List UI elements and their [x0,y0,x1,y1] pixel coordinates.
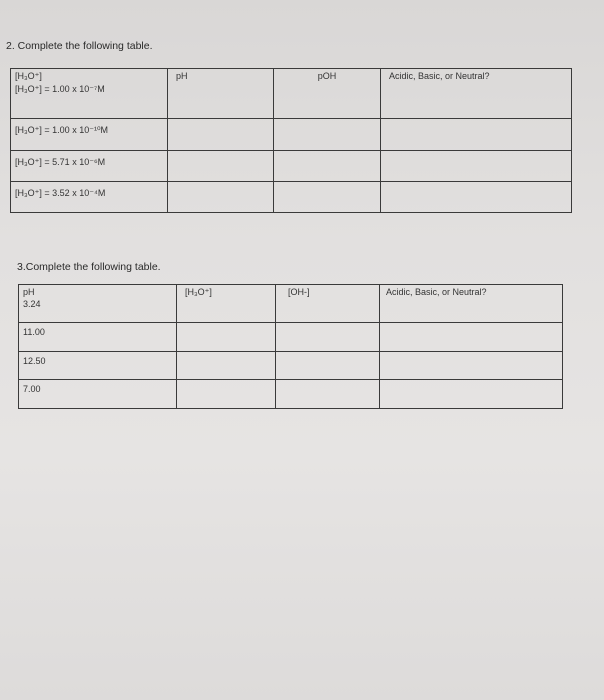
q2-row-2-ph-cell[interactable] [168,119,274,151]
q3-row-3-abn-cell[interactable] [380,352,563,380]
q2-row-4-h3o-cell[interactable] [11,182,168,213]
q3-row-4-oh-cell[interactable] [276,380,380,409]
q2-row-2-h3o-cell[interactable] [11,119,168,151]
q3-header-ph-cell[interactable] [19,285,177,323]
q3-row-2-oh-cell[interactable] [276,323,380,352]
q3-row-3-h3o-cell[interactable] [177,352,276,380]
q2-header-h3o: [H₃O⁺] [15,71,42,81]
q3-row-3-ph-cell[interactable] [19,352,177,380]
table-row [19,285,563,323]
q2-row-2-abn-cell[interactable] [381,119,572,151]
q3-header-oh-cell[interactable] [276,285,380,323]
table-row [11,119,572,151]
q3-row-2-value: 11.00 [23,327,45,337]
question-2-title: 2. Complete the following table. [6,40,153,52]
q2-header-ph: pH [176,71,188,81]
q3-row-2-h3o-cell[interactable] [177,323,276,352]
q2-row-1-value: [H₃O⁺] = 1.00 x 10⁻⁷M [15,84,105,94]
q3-row-3-oh-cell[interactable] [276,352,380,380]
q2-header-poh-cell[interactable] [274,69,381,119]
q2-header-abn-cell[interactable] [381,69,572,119]
q3-row-1-value: 3.24 [23,299,41,309]
q3-row-4-ph-cell[interactable] [19,380,177,409]
q2-row-3-poh-cell[interactable] [274,151,381,182]
q2-row-2-value: [H₃O⁺] = 1.00 x 10⁻¹⁰M [15,125,109,135]
q3-header-ph: pH [23,287,35,297]
q3-row-2-abn-cell[interactable] [380,323,563,352]
table-row [19,352,563,380]
table-row [19,323,563,352]
question-3-table [18,284,563,409]
q3-row-4-value: 7.00 [23,384,41,394]
table-row [11,151,572,182]
q2-header-poh: pOH [317,71,337,81]
q3-row-2-ph-cell[interactable] [19,323,177,352]
q2-row-3-abn-cell[interactable] [381,151,572,182]
q2-row-3-value: [H₃O⁺] = 5.71 x 10⁻⁶M [15,157,106,167]
q2-row-4-poh-cell[interactable] [274,182,381,213]
q2-row-2-poh-cell[interactable] [274,119,381,151]
q2-header-abn: Acidic, Basic, or Neutral? [389,71,490,81]
q2-row-3-ph-cell[interactable] [168,151,274,182]
q3-header-h3o-cell[interactable] [177,285,276,323]
q3-row-4-abn-cell[interactable] [380,380,563,409]
q2-row-3-h3o-cell[interactable] [11,151,168,182]
q2-header-ph-cell[interactable] [168,69,274,119]
q2-row-4-ph-cell[interactable] [168,182,274,213]
table-row [11,69,572,119]
q3-row-3-value: 12.50 [23,356,46,366]
q3-header-h3o: [H₃O⁺] [185,287,212,297]
table-row [11,182,572,213]
q3-header-abn-cell[interactable] [380,285,563,323]
q2-row-4-abn-cell[interactable] [381,182,572,213]
q3-header-oh: [OH-] [288,287,310,297]
q2-row-4-value: [H₃O⁺] = 3.52 x 10⁻⁴M [15,188,106,198]
question-2-table [10,68,572,213]
q3-row-4-h3o-cell[interactable] [177,380,276,409]
q3-header-abn: Acidic, Basic, or Neutral? [386,287,487,297]
table-row [19,380,563,409]
q2-header-h3o-cell[interactable] [11,69,168,119]
question-3-title: 3.Complete the following table. [17,261,161,273]
